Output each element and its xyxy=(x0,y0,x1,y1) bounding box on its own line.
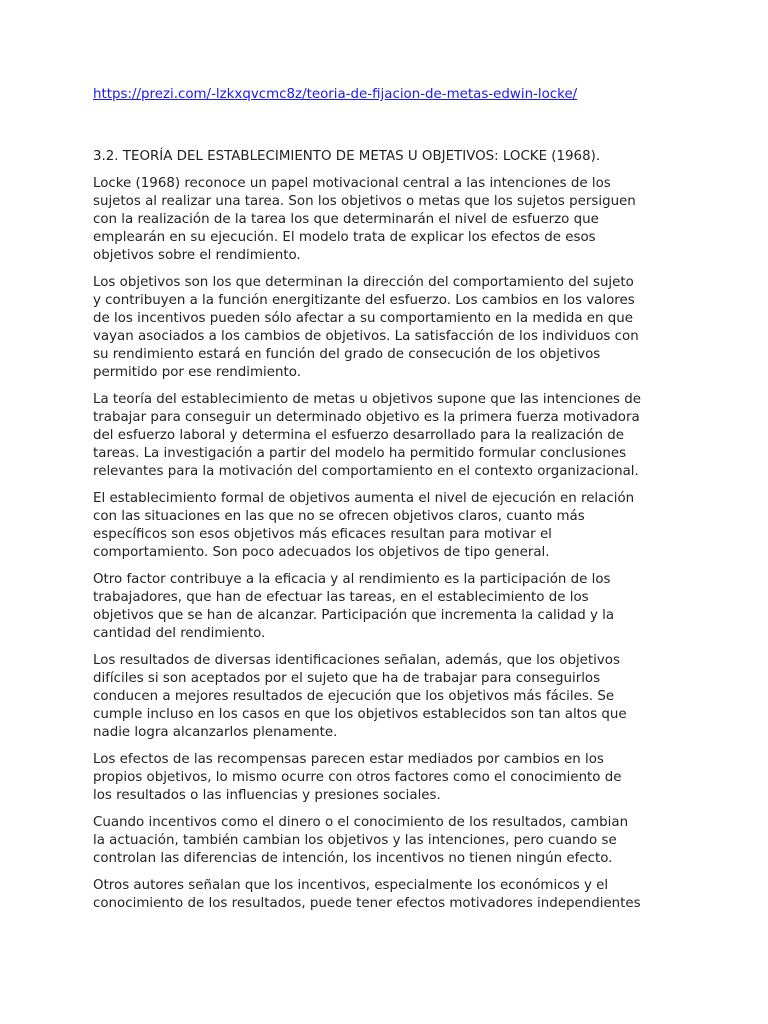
paragraph-line: y contribuyen a la función energitizante del esfuerzo. Los cambios en los valores xyxy=(93,293,635,308)
paragraph-line: trabajar para conseguir un determinado objetivo es la primera fuerza motivadora xyxy=(93,410,640,425)
section-heading: 3.2. TEORÍA DEL ESTABLECIMIENTO DE METAS U OBJETIVOS: LOCKE (1968). xyxy=(93,149,601,164)
paragraph xyxy=(93,751,677,805)
paragraph xyxy=(93,391,677,481)
paragraph-line: conducen a mejores resultados de ejecución que los objetivos más fáciles. Se xyxy=(93,689,615,704)
paragraph-line: Otros autores señalan que los incentivos, especialmente los económicos y el xyxy=(93,878,609,893)
paragraph-line: del esfuerzo laboral y determina el esfuerzo desarrollado para la realización de xyxy=(93,428,625,443)
paragraph-line: cantidad del rendimiento. xyxy=(93,626,266,641)
paragraph-line: trabajadores, que han de efectuar las tareas, en el establecimiento de los xyxy=(93,590,589,605)
paragraph-line: Locke (1968) reconoce un papel motivacional central a las intenciones de los xyxy=(93,176,611,191)
paragraph-line: comportamiento. Son poco adecuados los objetivos de tipo general. xyxy=(93,545,550,560)
paragraph-line: relevantes para la motivación del comportamiento en el contexto organizacional. xyxy=(93,464,639,479)
paragraph-line: difíciles si son aceptados por el sujeto que ha de trabajar para conseguirlos xyxy=(93,671,601,686)
paragraph-line: de los incentivos pueden sólo afectar a su comportamiento en la medida en que xyxy=(93,311,633,326)
paragraph xyxy=(93,274,677,382)
paragraph xyxy=(93,490,677,562)
paragraph-line: sujetos al realizar una tarea. Son los objetivos o metas que los sujetos persiguen xyxy=(93,194,636,209)
paragraph-line: Otro factor contribuye a la eficacia y al rendimiento es la participación de los xyxy=(93,572,611,587)
paragraph-line: cumple incluso en los casos en que los objetivos establecidos son tan altos que xyxy=(93,707,627,722)
paragraph-line: emplearán en su ejecución. El modelo trata de explicar los efectos de esos xyxy=(93,230,596,245)
paragraph-line: Cuando incentivos como el dinero o el conocimiento de los resultados, cambian xyxy=(93,815,629,830)
paragraph-line: Los resultados de diversas identificaciones señalan, además, que los objetivos xyxy=(93,653,620,668)
paragraph-line: su rendimiento estará en función del grado de consecución de los objetivos xyxy=(93,347,601,362)
paragraph-line: la actuación, también cambian los objetivos y las intenciones, pero cuando se xyxy=(93,833,617,848)
paragraph xyxy=(93,814,677,868)
paragraph-line: nadie logra alcanzarlos plenamente. xyxy=(93,725,338,740)
paragraph-line: controlan las diferencias de intención, los incentivos no tienen ningún efecto. xyxy=(93,851,613,866)
paragraph-line: con las situaciones en las que no se ofrecen objetivos claros, cuanto más xyxy=(93,509,585,524)
paragraph-line: El establecimiento formal de objetivos aumenta el nivel de ejecución en relación xyxy=(93,491,635,506)
paragraph-line: La teoría del establecimiento de metas u objetivos supone que las intenciones de xyxy=(93,392,642,407)
paragraph-line: Los efectos de las recompensas parecen estar mediados por cambios en los xyxy=(93,752,604,767)
paragraph-line: Los objetivos son los que determinan la dirección del comportamiento del sujeto xyxy=(93,275,634,290)
paragraph-line: objetivos sobre el rendimiento. xyxy=(93,248,301,263)
paragraph-line: propios objetivos, lo mismo ocurre con otros factores como el conocimiento de xyxy=(93,770,622,785)
paragraph-line: objetivos que se han de alcanzar. Participación que incrementa la calidad y la xyxy=(93,608,615,623)
paragraph-line: los resultados o las influencias y presiones sociales. xyxy=(93,788,441,803)
paragraph xyxy=(93,175,677,265)
paragraph-line: con la realización de la tarea los que determinarán el nivel de esfuerzo que xyxy=(93,212,599,227)
paragraph xyxy=(93,877,677,913)
paragraph-line: tareas. La investigación a partir del modelo ha permitido formular conclusiones xyxy=(93,446,627,461)
paragraph-line: permitido por ese rendimiento. xyxy=(93,365,301,380)
prezi-link[interactable]: https://prezi.com/-lzkxqvcmc8z/teoria-de-fijacion-de-metas-edwin-locke/ xyxy=(93,87,578,102)
paragraph xyxy=(93,571,677,643)
paragraph-line: específicos son esos objetivos más eficaces resultan para motivar el xyxy=(93,527,552,542)
paragraph-line: vayan asociados a los cambios de objetivos. La satisfacción de los individuos con xyxy=(93,329,639,344)
paragraph-line: conocimiento de los resultados, puede tener efectos motivadores independientes xyxy=(93,896,641,911)
document-page xyxy=(93,86,677,922)
paragraph xyxy=(93,652,677,742)
body-text xyxy=(93,175,677,913)
